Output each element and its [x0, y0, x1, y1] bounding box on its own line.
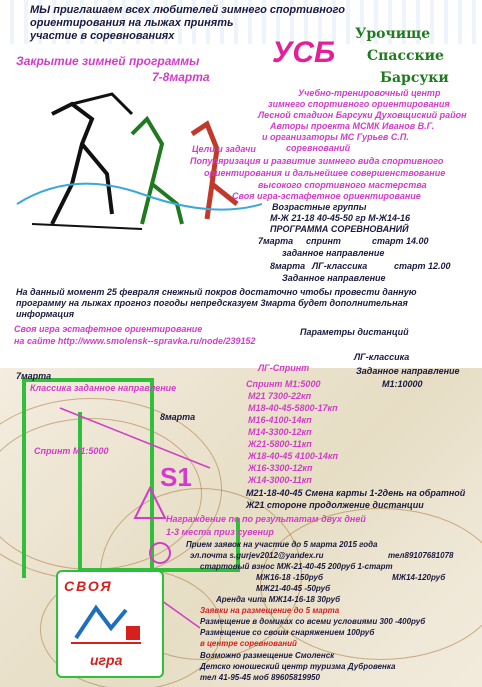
fee-line-4: МЖ21-40-45 -50руб — [256, 584, 331, 593]
closing-title: Закрытие зимней программы — [16, 54, 200, 68]
header-line-2: ориентирования на лыжах принять — [30, 17, 234, 29]
apps-line-10: Возможно размещение Смоленск — [200, 651, 335, 660]
fee-line-2: МЖ16-18 -150руб — [256, 573, 323, 582]
apps-line-7: Размещение в домиках со всеми условиями 300 -400руб — [200, 617, 426, 626]
skiers-illustration — [12, 74, 262, 234]
sprint-scale: Спринт М1:5000 — [246, 379, 321, 389]
org-line-2: зимнего спортивного ориентирования — [268, 99, 450, 109]
map-label-classic-dir: Классика заданное направление — [30, 383, 177, 393]
notice-line-3: информация — [16, 309, 75, 319]
relay-line-1: Своя игра эстафетное ориентирование — [14, 324, 203, 334]
sprint-row: М16-4100-14кп — [248, 415, 312, 425]
ages-line: М-Ж 21-18 40-45-50 гр М-Ж14-16 — [270, 213, 411, 223]
fee-line-3: МЖ14-120руб — [392, 573, 446, 582]
awards-line-2: 1-3 места приз сувенир — [166, 527, 274, 537]
apps-line-1: Прием заявок на участие до 5 марта 2015 года — [186, 540, 378, 549]
day2-direction: Заданное направление — [282, 273, 386, 283]
apps-line-12: тел 41-95-45 моб 89605819950 — [200, 673, 320, 682]
sprint-row: Ж16-3300-12кп — [248, 463, 313, 473]
classic-direction: Заданное направление — [356, 366, 460, 376]
day2-type: ЛГ-классика — [312, 261, 368, 271]
sprint-row: Ж14-3000-11кп — [248, 475, 312, 485]
day1-type: спринт — [306, 236, 341, 246]
logo-word-1: СВОЯ — [64, 578, 113, 594]
org-line-1: Учебно-тренировочный центр — [298, 88, 441, 98]
apps-phone: тел89107681078 — [388, 551, 454, 560]
place-2: Спасские — [367, 48, 444, 64]
sprint-row: М18-40-45-5800-17кп — [248, 403, 338, 413]
goals-line-1: Популяризация и развитие зимнего вида спортивного — [190, 156, 444, 166]
apps-line-6: Заявки на размещение до 5 марта — [200, 606, 340, 615]
awards-line-1: Награждение по по результатам двух дней — [166, 514, 366, 524]
apps-email[interactable]: эл.почта s.gurjev2012@yandex.ru — [190, 551, 324, 560]
apps-line-8: Размещение со своим снаряжением 100руб — [200, 628, 375, 637]
apps-line-9: в центре соревнований — [200, 639, 297, 648]
map-label-sprint-scale: Спринт М1:5000 — [34, 446, 109, 456]
sprint-row: Ж18-40-45 4100-14кп — [248, 451, 338, 461]
day2-start: старт 12.00 — [394, 261, 451, 271]
day1-start: старт 14.00 — [372, 236, 429, 246]
change-line-2: Ж21 стороне продолжение дистанции — [246, 500, 424, 510]
classic-scale: М1:10000 — [382, 379, 423, 389]
change-line-1: М21-18-40-45 Смена карты 1-2день на обратной — [246, 488, 466, 498]
header-line-3: участие в соревнованиях — [30, 30, 175, 42]
map-label-7march: 7марта — [16, 371, 52, 381]
relay-link[interactable]: на сайте http://www.smolensk--spravka.ru/node/239152 — [14, 336, 256, 346]
sprint-row: М14-3300-12кп — [248, 427, 312, 437]
day1-date: 7марта — [258, 236, 294, 246]
org-line-5: и организаторы МС Гурьев С.П. — [262, 132, 409, 142]
sprint-row: Ж21-5800-11кп — [248, 439, 312, 449]
day1-direction: заданное направление — [282, 248, 385, 258]
usb-logo-text: УСБ — [272, 36, 336, 69]
goals-title: Цели и задачи — [192, 144, 256, 154]
apps-line-11: Детско юношеский центр туризма Дубровенка — [200, 662, 396, 671]
map-label-8march: 8марта — [160, 412, 196, 422]
org-line-4: Авторы проекта МСМК Иванов В.Г. — [270, 121, 435, 131]
logo-skier-icon — [66, 598, 146, 648]
sprint-row: М21 7300-22кп — [248, 391, 312, 401]
fee-line-1: стартовый взнос МЖ-21-40-45 200руб 1-старт — [200, 562, 393, 571]
header-line-1: МЫ приглашаем всех любителей зимнего спортивного — [30, 4, 345, 16]
notice-line-2: программу на лыжах прогноз погоды непредсказуем 3марта будет дополнительная — [16, 298, 408, 308]
goals-line-4: Своя игра-эстафетное ориентирование — [232, 191, 421, 201]
logo-word-2: игра — [90, 652, 123, 668]
day2-date: 8марта — [270, 261, 306, 271]
org-line-3: Лесной стадион Барсуки Духовщиский район — [258, 110, 467, 120]
program-title: ПРОГРАММА СОРЕВНОВАНИЙ — [270, 224, 409, 234]
goals-line-2: ориентирования и дальнейшее совершенствование — [204, 168, 446, 178]
ages-title: Возрастные группы — [272, 202, 367, 212]
place-3: Барсуки — [380, 70, 449, 86]
classic-title: ЛГ-классика — [354, 352, 410, 362]
map-label-start: S1 — [160, 462, 192, 492]
params-title: Параметры дистанций — [300, 327, 409, 337]
notice-line-1: На данный момент 25 февраля снежный покров достаточно чтобы провести данную — [16, 287, 417, 297]
fee-line-5: Аренда чипа МЖ14-16-18 30руб — [216, 595, 341, 604]
goals-line-3: высокого спортивного мастерства — [258, 180, 427, 190]
org-line-6: соревнований — [286, 143, 351, 153]
place-1: Урочище — [355, 26, 431, 42]
closing-date: 7-8марта — [152, 70, 210, 84]
svoya-igra-logo — [56, 570, 164, 678]
sprint-title: ЛГ-Спринт — [258, 363, 310, 373]
